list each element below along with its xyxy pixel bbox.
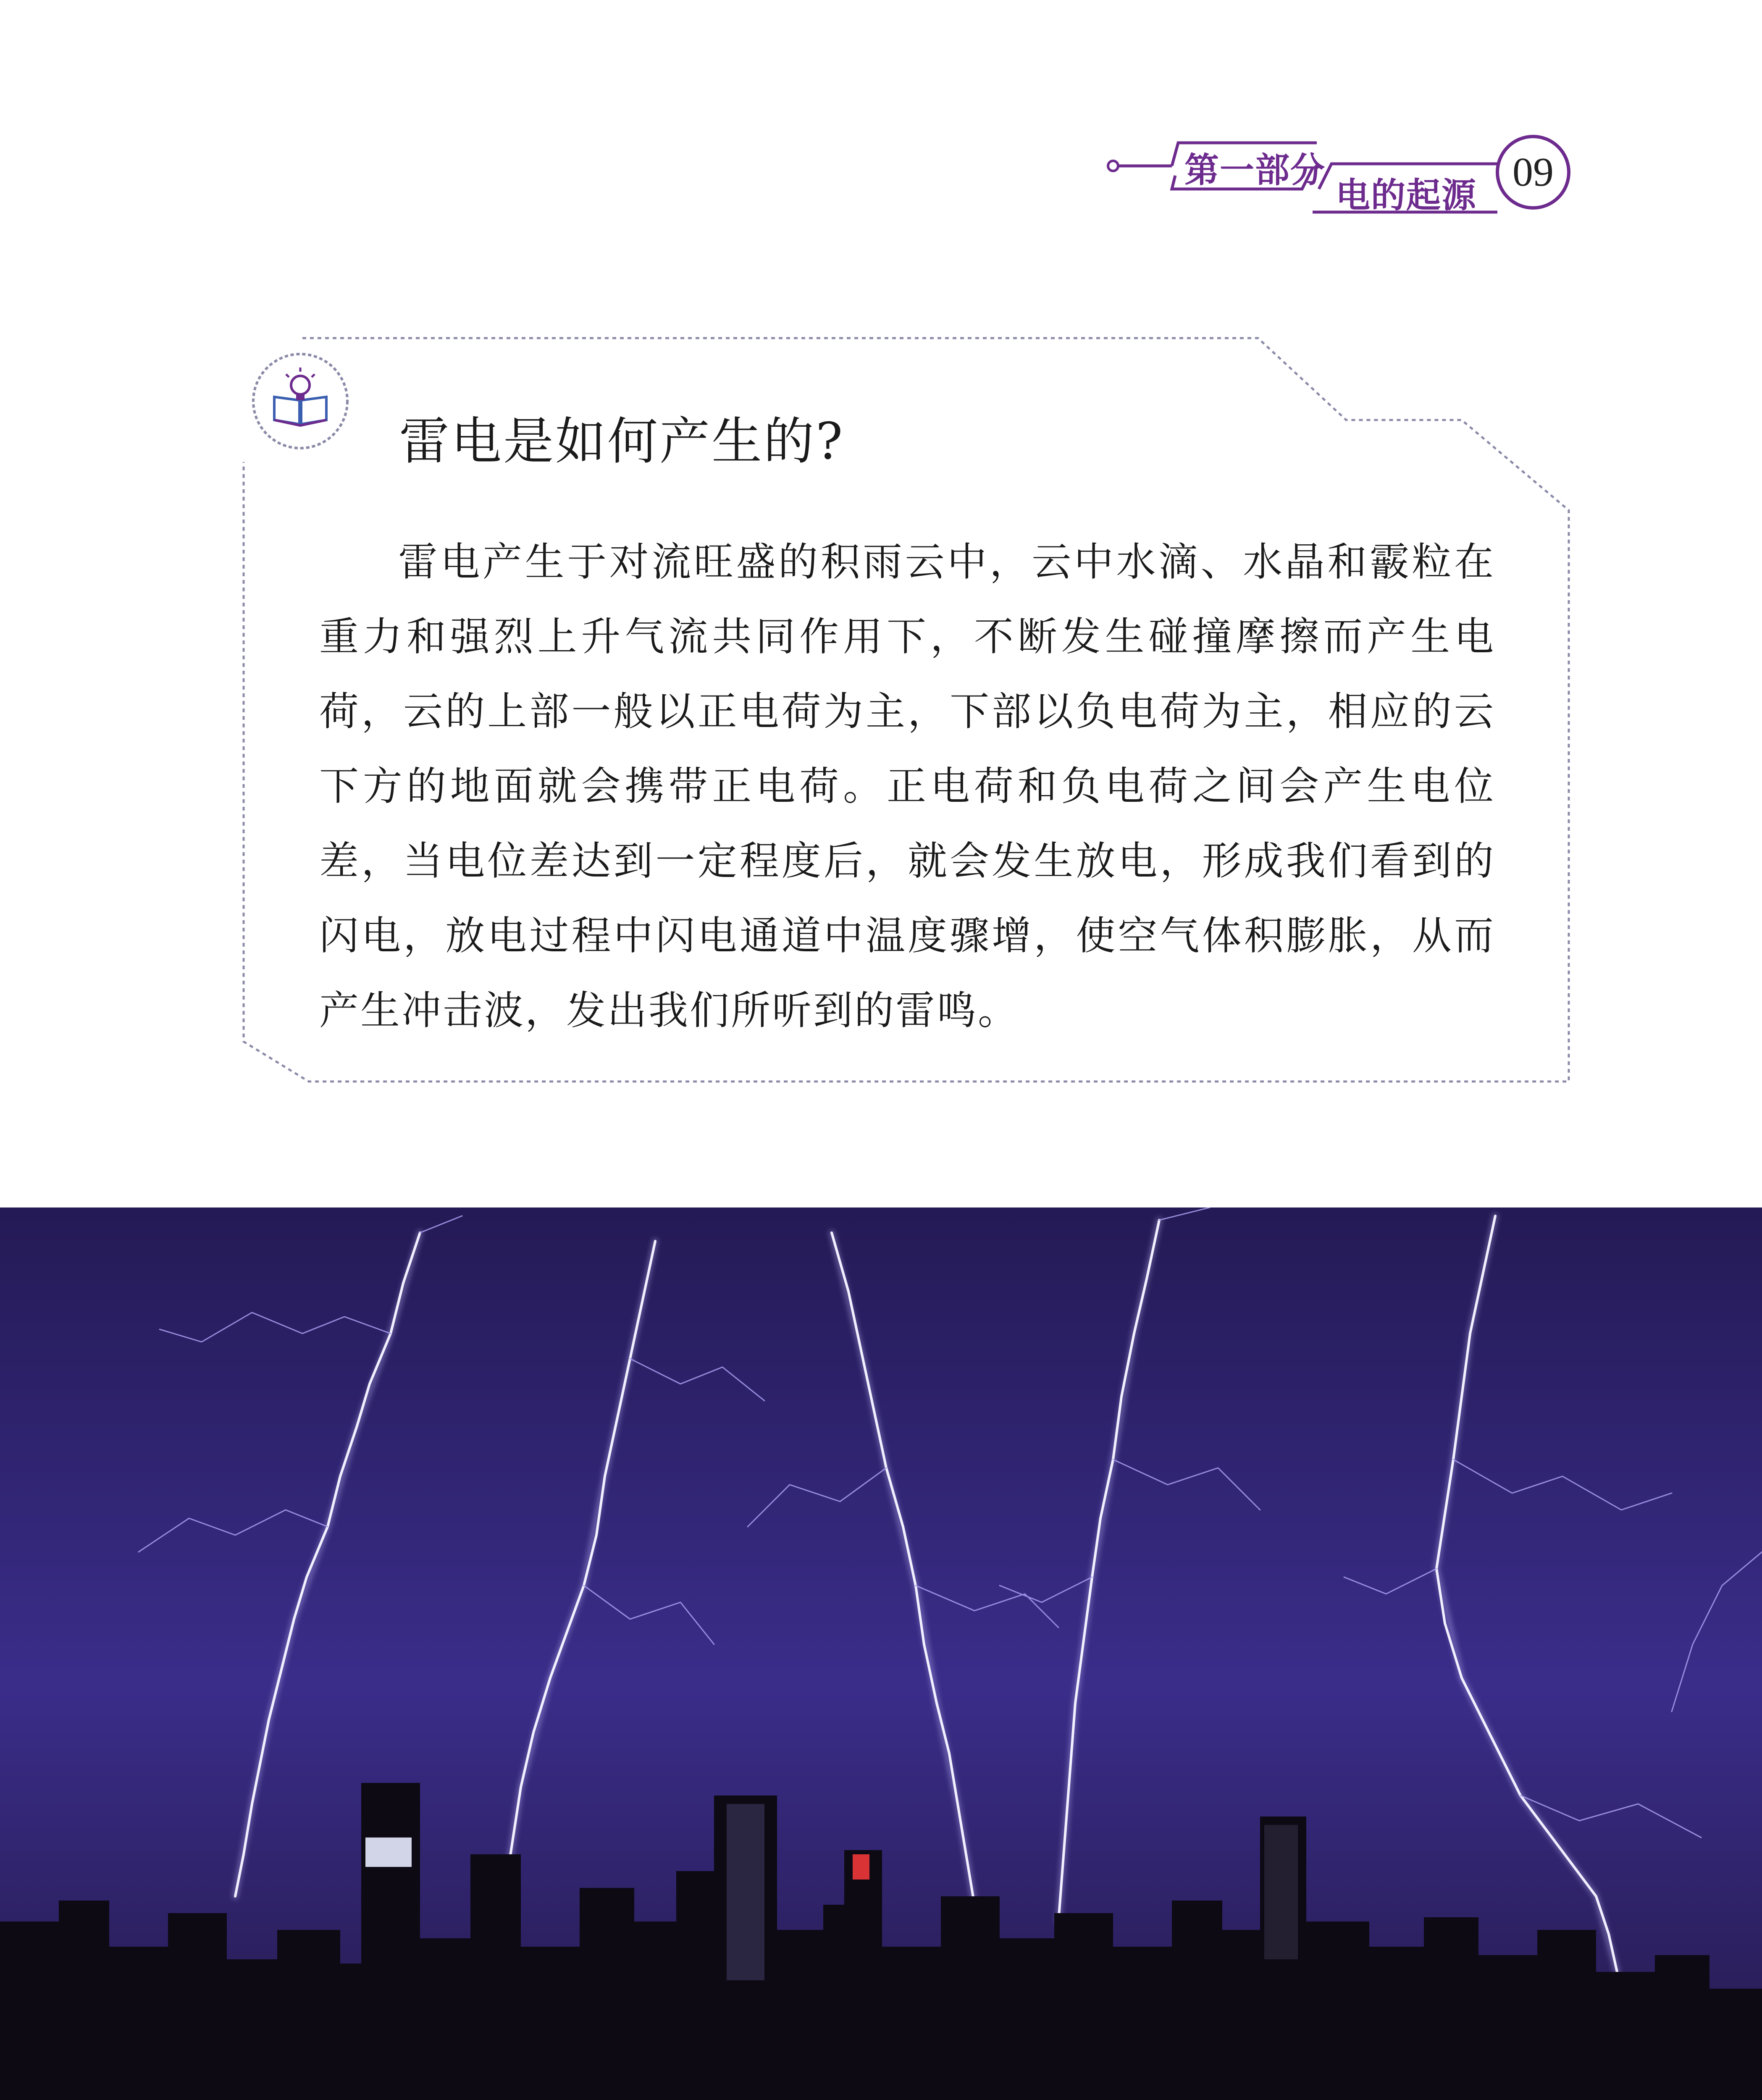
page-number: 09 <box>1513 150 1554 195</box>
lightbulb-book-icon <box>250 351 351 452</box>
part-label: 第一部分 <box>1184 150 1326 190</box>
box-body-text: 雷电产生于对流旺盛的积雨云中，云中水滴、水晶和霰粒在重力和强烈上升气流共同作用下，不断发生碰撞摩擦而产生电荷，云的上部一般以正电荷为主，下部以负电荷为主，相应的云下方的地面就会携带正电荷。正电荷和负电荷之间会产生电位差，当电位差达到一定程度后，就会发生放电，形成我们看到的闪电，放电过程中闪电通道中温度骤增，使空气体积膨胀，从而产生冲击波，发出我们所听到的雷鸣。 <box>319 539 1495 1034</box>
lightning-city-photo <box>0 1208 1762 2100</box>
box-title: 雷电是如何产生的? <box>399 412 845 471</box>
chapter-title: 电的起源 <box>1336 176 1477 215</box>
